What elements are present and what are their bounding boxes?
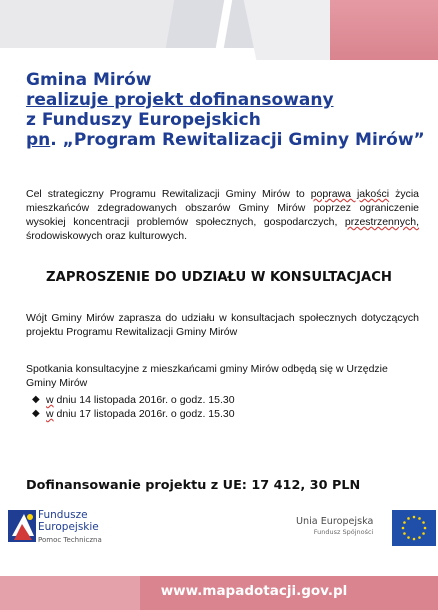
bullet-diamond-icon: ◆ <box>32 408 40 419</box>
intro-underlined-1: poprawa jakości <box>310 188 390 200</box>
eu-star-icon <box>407 517 410 520</box>
headline-line-1: Gmina Mirów <box>26 70 152 90</box>
header-pink-block <box>330 0 438 60</box>
headline-line-4-rest: . „Program Rewitalizacji Gminy Mirów” <box>50 130 425 150</box>
fe-line-1: Fundusze <box>38 509 88 521</box>
meeting-dates-list <box>28 393 235 421</box>
fe-logo-star <box>27 514 33 520</box>
meeting-date-text: dniu 17 listopada 2016r. o godz. 15.30 <box>53 408 235 420</box>
intro-part-3: środowiskowych oraz kulturowych. <box>26 230 188 242</box>
funding-amount: Dofinansowanie projektu z UE: 17 412, 30 PLN <box>26 478 361 493</box>
eu-flag-icon <box>392 510 436 546</box>
meeting-date-item <box>28 393 235 407</box>
eu-star-icon <box>403 521 406 524</box>
eu-star-icon <box>422 521 425 524</box>
intro-paragraph <box>26 187 419 243</box>
meeting-date-prefix: w <box>46 408 54 420</box>
eu-star-icon <box>407 536 410 539</box>
meeting-date-text: dniu 14 listopada 2016r. o godz. 15.30 <box>53 394 235 406</box>
invitation-text: Wójt Gminy Mirów zaprasza do udziału w konsultacjach społecznych dotyczących projektu Programu Rewitalizacji Gminy Mirów <box>26 312 419 338</box>
unia-europejska-text <box>296 516 373 537</box>
headline <box>26 70 426 150</box>
eu-star-icon <box>413 516 416 519</box>
eu-star-icon <box>418 517 421 520</box>
eu-line-2: Fundusz Spójności <box>313 528 374 536</box>
eu-star-icon <box>424 527 427 530</box>
eu-star-icon <box>402 527 405 530</box>
header-decoration <box>0 0 438 60</box>
eu-flag-background <box>392 510 436 546</box>
eu-line-1: Unia Europejska <box>296 516 374 527</box>
eu-star-icon <box>422 532 425 535</box>
intro-part-1: Cel strategiczny Programu Rewitalizacji Gminy Mirów to <box>26 188 311 200</box>
eu-star-icon <box>418 536 421 539</box>
fundusze-europejskie-text <box>38 509 102 546</box>
meeting-date-prefix: w <box>46 394 54 406</box>
headline-line-4-prefix: pn <box>26 130 51 150</box>
fe-line-3: Pomoc Techniczna <box>38 536 102 544</box>
invitation-title: ZAPROSZENIE DO UDZIAŁU W KONSULTACJACH <box>46 270 392 285</box>
footer-url: www.mapadotacji.gov.pl <box>160 583 348 599</box>
fe-line-2: Europejskie <box>38 521 99 533</box>
eu-star-icon <box>403 532 406 535</box>
headline-line-2: realizuje projekt dofinansowany <box>26 90 334 110</box>
intro-underlined-2: przestrzennych, <box>344 216 419 228</box>
headline-line-4 <box>26 130 426 150</box>
meeting-date-item <box>28 407 235 421</box>
bullet-diamond-icon: ◆ <box>32 394 40 405</box>
eu-star-icon <box>413 538 416 541</box>
headline-line-3: z Funduszy Europejskich <box>26 110 261 130</box>
intro-part-2: życia mieszkańców zdegradowanych obszarów Gminy Mirów poprzez ograniczenie wysokiej koncentracji problemów społecznych, gospodarczych, <box>26 188 419 228</box>
meetings-text: Spotkania konsultacyjne z mieszkańcami gminy Mirów odbędą się w Urzędzie Gminy Mirów <box>26 363 388 389</box>
